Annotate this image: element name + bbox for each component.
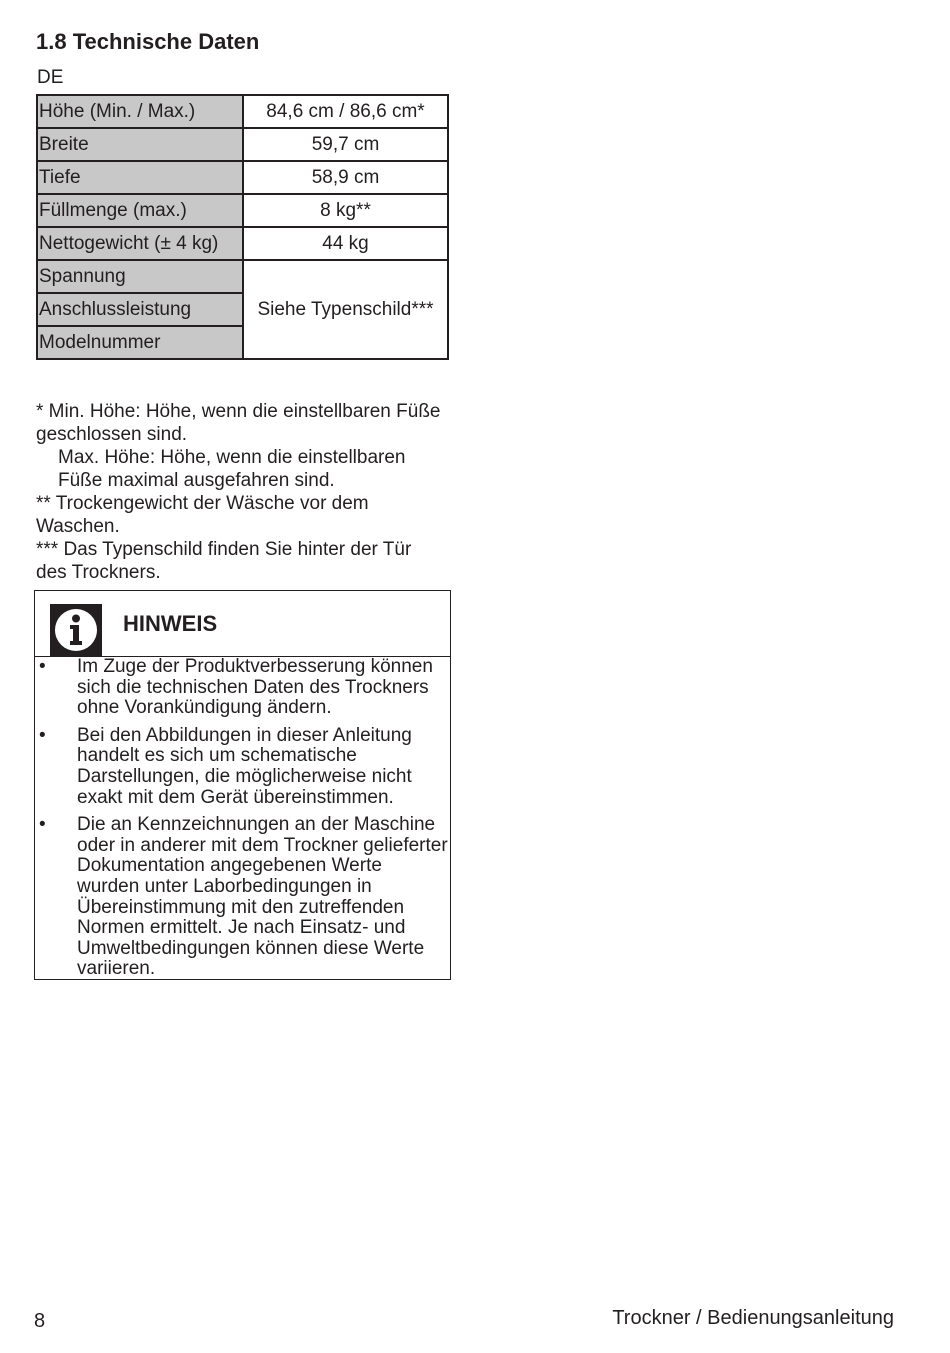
note-list (35, 657, 450, 980)
table-row (37, 95, 448, 128)
spec-label: Füllmenge (max.) (37, 194, 243, 227)
spec-label: Tiefe (37, 161, 243, 194)
spec-value: 58,9 cm (243, 161, 448, 194)
document-title: Trockner / Bedienungsanleitung (612, 1307, 894, 1329)
spec-label: Spannung (37, 260, 243, 293)
bullet: • (39, 724, 46, 746)
spec-value: 44 kg (243, 227, 448, 260)
spec-label: Anschlussleistung (37, 293, 243, 326)
bullet: • (39, 814, 46, 836)
table-row (37, 128, 448, 161)
spec-value: 8 kg** (243, 194, 448, 227)
list-item (35, 657, 450, 719)
language-code: DE (37, 67, 64, 88)
page-number: 8 (34, 1310, 46, 1332)
footnotes (36, 400, 446, 584)
list-item (35, 726, 450, 808)
spec-label: Modelnummer (37, 326, 243, 359)
bullet: • (39, 656, 46, 677)
spec-value: 84,6 cm / 86,6 cm* (243, 95, 448, 128)
spec-label: Breite (37, 128, 243, 161)
footnote-dry-weight: ** Trockengewicht der Wäsche vor dem Waschen. (36, 493, 369, 537)
technical-data-table (36, 94, 449, 360)
table-row (37, 161, 448, 194)
table-row (37, 260, 448, 293)
table-row (37, 194, 448, 227)
spec-label: Höhe (Min. / Max.) (37, 95, 243, 128)
table-row (37, 227, 448, 260)
note-item-text: Die an Kennzeichnungen an der Maschine oder in anderer mit dem Trockner gelieferter Dokumentation angegebenen Werte wurden unter Laborbedingungen in Übereinstimmung mit den zutreffenden Normen ermittelt. Je nach Einsatz- und Umweltbedingungen können diese Werte variieren. (77, 814, 448, 980)
note-item-text: Bei den Abbildungen in dieser Anleitung handelt es sich um schematische Darstellungen, die möglicherweise nicht exakt mit dem Gerät übereinstimmen. (77, 724, 412, 808)
footnote-rating-plate: *** Das Typenschild finden Sie hinter der Tür des Trockners. (36, 539, 412, 583)
footnote-min-height: * Min. Höhe: Höhe, wenn die einstellbaren Füße geschlossen sind. (36, 401, 441, 445)
spec-value-rating-plate: Siehe Typenschild*** (243, 260, 448, 359)
note-item-text: Im Zuge der Produktverbesserung können sich die technischen Daten des Trockners ohne Vorankündigung ändern. (77, 656, 433, 719)
spec-label: Nettogewicht (± 4 kg) (37, 227, 243, 260)
list-item (35, 815, 450, 980)
spec-value: 59,7 cm (243, 128, 448, 161)
info-icon (50, 604, 102, 656)
note-heading: HINWEIS (123, 611, 218, 636)
section-title: 1.8 Technische Daten (36, 29, 260, 54)
note-box (34, 590, 451, 980)
footnote-max-height: Max. Höhe: Höhe, wenn die einstellbaren Füße maximal ausgefahren sind. (58, 447, 406, 491)
note-header (35, 591, 450, 657)
